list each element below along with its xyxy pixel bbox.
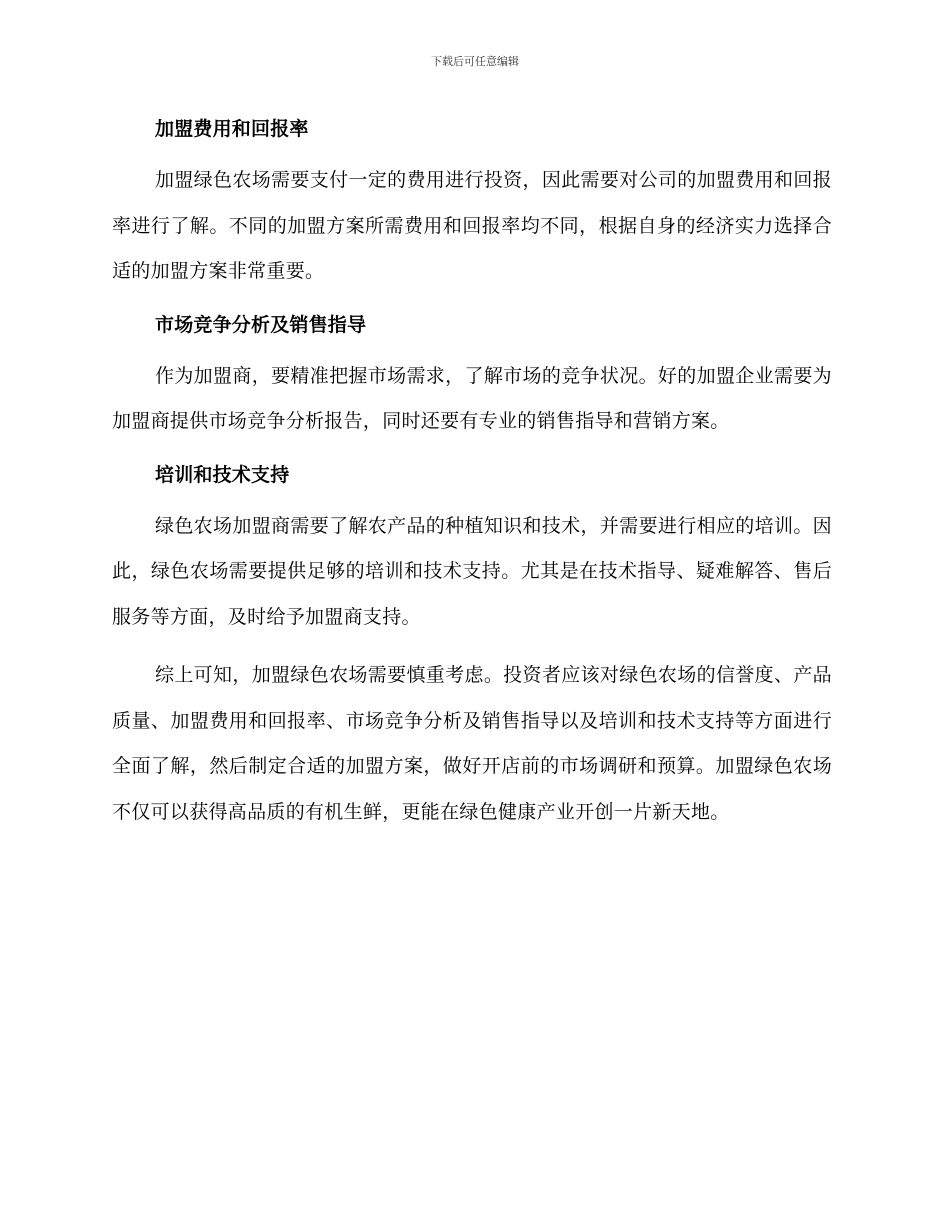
conclusion-paragraph: 综上可知，加盟绿色农场需要慎重考虑。投资者应该对绿色农场的信誉度、产品质量、加盟费用和回报率、市场竞争分析及销售指导以及培训和技术支持等方面进行全面了解，然后制定合适的加盟方案，做好开店前的市场调研和预算。加盟绿色农场不仅可以获得高品质的有机生鲜，更能在绿色健康产业开创一片新天地。 [112, 664, 832, 823]
section-heading-market: 市场竞争分析及销售指导 [155, 313, 367, 336]
section-paragraph-market: 作为加盟商，要精准把握市场需求，了解市场的竞争状况。好的加盟企业需要为加盟商提供市场竞争分析报告，同时还要有专业的销售指导和营销方案。 [112, 364, 832, 432]
header-note: 下载后可任意编辑 [431, 55, 519, 68]
section-paragraph-training: 绿色农场加盟商需要了解农产品的种植知识和技术，并需要进行相应的培训。因此，绿色农场需要提供足够的培训和技术支持。尤其是在技术指导、疑难解答、售后服务等方面，及时给予加盟商支持。 [112, 514, 832, 628]
section-heading-training: 培训和技术支持 [155, 463, 290, 486]
section-heading-fees: 加盟费用和回报率 [155, 118, 309, 140]
document-body [112, 112, 832, 835]
section-paragraph-fees: 加盟绿色农场需要支付一定的费用进行投资，因此需要对公司的加盟费用和回报率进行了解。不同的加盟方案所需费用和回报率均不同，根据自身的经济实力选择合适的加盟方案非常重要。 [112, 169, 832, 282]
